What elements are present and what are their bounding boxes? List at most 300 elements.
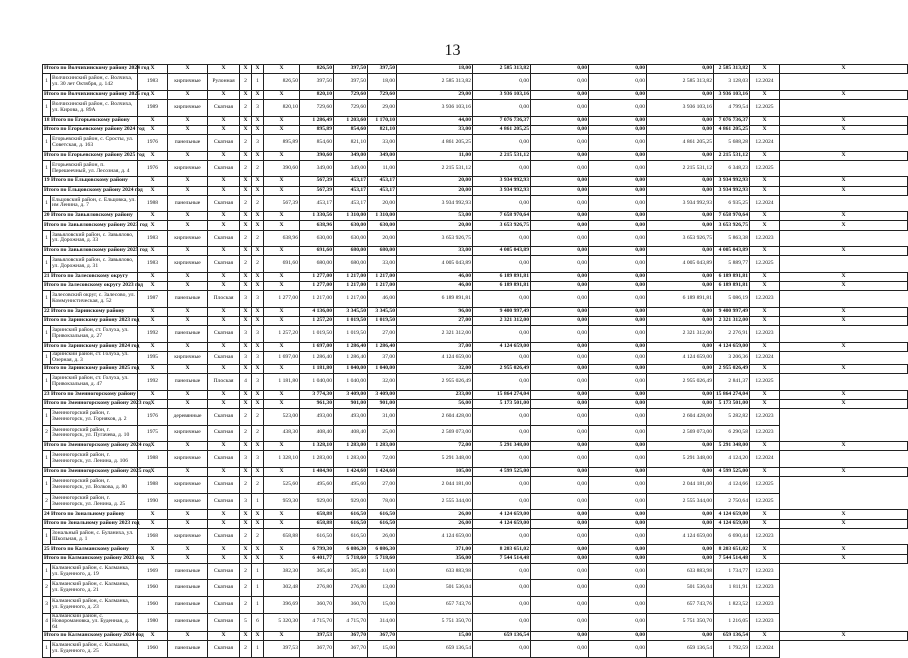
table-cell: X bbox=[168, 342, 208, 351]
table-cell: X bbox=[750, 342, 780, 351]
table-row bbox=[43, 563, 908, 580]
table-cell: 12.2023 bbox=[750, 596, 780, 613]
table-cell: 1 bbox=[252, 596, 264, 613]
table-cell: 0,00 bbox=[647, 519, 714, 528]
table-cell: X bbox=[750, 212, 780, 221]
table-cell: 0,00 bbox=[589, 554, 647, 563]
table-cell: 0,00 bbox=[473, 99, 531, 116]
table-cell: 0,00 bbox=[589, 177, 647, 186]
table-cell: 2 585 313,82 bbox=[473, 65, 531, 74]
table-cell: X bbox=[240, 364, 252, 373]
table-cell: 4 124 659,00 bbox=[647, 528, 714, 545]
table-cell: 453,17 bbox=[334, 177, 368, 186]
table-cell: 0,00 bbox=[647, 186, 714, 195]
table-cell: 2 276,91 bbox=[714, 326, 750, 343]
table-cell: 0,00 bbox=[589, 352, 647, 365]
table-cell: 26,00 bbox=[397, 510, 473, 519]
table-cell: 0,00 bbox=[531, 134, 589, 151]
table-cell: 1 277,00 bbox=[264, 291, 300, 308]
table-cell: 0,00 bbox=[473, 596, 531, 613]
table-cell: 0,00 bbox=[531, 563, 589, 580]
row-number: 1 bbox=[43, 74, 51, 91]
table-cell: 18,00 bbox=[397, 65, 473, 74]
table-cell: X bbox=[240, 554, 252, 563]
table-cell: X bbox=[168, 221, 208, 230]
table-cell: 1 203,60 bbox=[334, 116, 368, 125]
table-cell: 4 136,00 bbox=[300, 308, 334, 317]
table-cell: 929,00 bbox=[334, 493, 368, 510]
table-cell: 33,00 bbox=[368, 134, 397, 151]
table-row bbox=[43, 451, 908, 468]
table-cell: 0,00 bbox=[589, 65, 647, 74]
table-cell: X bbox=[208, 468, 240, 477]
table-cell: 453,17 bbox=[300, 195, 334, 212]
total-label: 24 Итого по Зональному району bbox=[43, 510, 138, 519]
total-label: Итого по Заринскому району 2025 год bbox=[43, 364, 138, 373]
table-cell: 14,00 bbox=[368, 563, 397, 580]
total-label: 23 Итого по Змеиногорскому району bbox=[43, 390, 138, 399]
table-cell: 0,00 bbox=[473, 528, 531, 545]
table-cell: 9 400 997,49 bbox=[473, 308, 531, 317]
table-cell: 46,00 bbox=[368, 291, 397, 308]
table-cell: 0,00 bbox=[531, 177, 589, 186]
table-cell: 633 883,98 bbox=[647, 563, 714, 580]
table-cell: 1 217,00 bbox=[368, 273, 397, 282]
total-row bbox=[43, 273, 908, 282]
table-cell: 0,00 bbox=[531, 160, 589, 177]
address-cell: Змеиногорский район, г. Змеиногорск, ул. Пугачева, д. 10 bbox=[51, 425, 138, 442]
table-cell: 1 286,49 bbox=[300, 116, 334, 125]
table-cell: 0,00 bbox=[647, 442, 714, 451]
table-cell: 6 189 891,81 bbox=[397, 291, 473, 308]
table-cell: X bbox=[750, 519, 780, 528]
table-cell: 27,00 bbox=[368, 477, 397, 494]
table-cell: X bbox=[168, 390, 208, 399]
table-cell: 3 936 103,16 bbox=[714, 90, 750, 99]
table-cell: X bbox=[138, 442, 168, 451]
total-row bbox=[43, 221, 908, 230]
table-cell: X bbox=[240, 519, 252, 528]
row-number: 1 bbox=[43, 409, 51, 426]
table-cell: 1 283,00 bbox=[334, 442, 368, 451]
table-cell: X bbox=[264, 342, 300, 351]
table-cell: 826,50 bbox=[264, 74, 300, 91]
table-row bbox=[43, 613, 908, 632]
table-row bbox=[43, 477, 908, 494]
table-cell: кирпичные bbox=[168, 230, 208, 247]
table-cell: 3 934 992,93 bbox=[473, 186, 531, 195]
table-cell: 3 bbox=[252, 352, 264, 365]
table-cell: 11,00 bbox=[397, 151, 473, 160]
table-cell: 3 936 103,16 bbox=[473, 90, 531, 99]
table-cell: 2 bbox=[252, 477, 264, 494]
total-label: Итого по Змеиногорскому району 2024 год bbox=[43, 442, 138, 451]
table-cell: 0,00 bbox=[589, 641, 647, 658]
total-row bbox=[43, 186, 908, 195]
table-cell: 12.2025 bbox=[750, 99, 780, 116]
table-cell: 3 bbox=[240, 451, 252, 468]
table-cell: 729,60 bbox=[334, 90, 368, 99]
table-cell: X bbox=[138, 177, 168, 186]
table-cell: 4 124 659,00 bbox=[647, 352, 714, 365]
table-cell: 3 bbox=[252, 134, 264, 151]
table-cell: кирпичные bbox=[168, 99, 208, 116]
table-cell: 8 203 651,02 bbox=[473, 545, 531, 554]
table-cell: 1 328,10 bbox=[300, 442, 334, 451]
table-cell: 0,00 bbox=[589, 247, 647, 256]
table-cell: Скатная bbox=[208, 99, 240, 116]
table-cell: X bbox=[750, 545, 780, 554]
table-cell: 1 424,60 bbox=[334, 468, 368, 477]
table-cell: 0,00 bbox=[589, 477, 647, 494]
table-cell: X bbox=[750, 177, 780, 186]
table-cell: 0,00 bbox=[531, 212, 589, 221]
table-cell: X bbox=[138, 399, 168, 408]
table-cell: X bbox=[208, 342, 240, 351]
table-cell: 4 124 659,00 bbox=[397, 528, 473, 545]
table-cell: 567,39 bbox=[264, 195, 300, 212]
table-cell: 32,00 bbox=[397, 364, 473, 373]
table-cell: 15 864 274,04 bbox=[473, 390, 531, 399]
address-cell: Змеиногорский район, г. Змеиногорск, ул. Волкова, д. 80 bbox=[51, 477, 138, 494]
table-cell: кирпичные bbox=[168, 451, 208, 468]
total-row bbox=[43, 212, 908, 221]
table-cell: 1 697,00 bbox=[264, 352, 300, 365]
table-cell: X bbox=[780, 554, 908, 563]
table-cell: 0,00 bbox=[589, 528, 647, 545]
total-label: Итого по Ельцовскому району 2024 год bbox=[43, 186, 138, 195]
table-cell: X bbox=[780, 317, 908, 326]
table-cell: 33,00 bbox=[397, 125, 473, 134]
table-cell: X bbox=[168, 468, 208, 477]
table-cell: 2 bbox=[252, 195, 264, 212]
table-cell: 0,00 bbox=[589, 596, 647, 613]
table-cell: X bbox=[252, 65, 264, 74]
table-cell: 0,00 bbox=[531, 528, 589, 545]
table-cell: 26,00 bbox=[397, 519, 473, 528]
table-cell: X bbox=[138, 186, 168, 195]
table-cell: X bbox=[252, 186, 264, 195]
table-cell: 0,00 bbox=[647, 273, 714, 282]
table-cell: 616,50 bbox=[300, 528, 334, 545]
table-cell: 1980 bbox=[138, 613, 168, 632]
table-cell: 4 715,70 bbox=[334, 613, 368, 632]
address-cell: Калманский район, с. Калманка, ул. Буденного, д. 25 bbox=[51, 641, 138, 658]
table-cell: X bbox=[252, 510, 264, 519]
table-cell: 0,00 bbox=[647, 554, 714, 563]
total-label: 25 Итого по Калманскому району bbox=[43, 545, 138, 554]
table-cell: 12.2024 bbox=[750, 74, 780, 91]
table-cell: 0,00 bbox=[531, 342, 589, 351]
table-cell: 630,00 bbox=[334, 230, 368, 247]
table-cell: X bbox=[252, 125, 264, 134]
table-cell: 365,40 bbox=[334, 563, 368, 580]
table-cell: 12.2024 bbox=[750, 451, 780, 468]
table-cell: 2 bbox=[240, 134, 252, 151]
table-cell: 12.2023 bbox=[750, 425, 780, 442]
table-cell: X bbox=[252, 247, 264, 256]
table-cell: 37,00 bbox=[368, 352, 397, 365]
table-cell: Скатная bbox=[208, 580, 240, 597]
table-cell: 0,00 bbox=[589, 160, 647, 177]
table-cell: 3 bbox=[252, 99, 264, 116]
table-cell: 7 076 736,37 bbox=[714, 116, 750, 125]
table-cell: 0,00 bbox=[531, 116, 589, 125]
table-cell: 0,00 bbox=[531, 632, 589, 641]
table-cell: 0,00 bbox=[647, 632, 714, 641]
table-cell: 1 040,00 bbox=[368, 364, 397, 373]
table-cell: X bbox=[264, 186, 300, 195]
table-cell: 0,00 bbox=[531, 125, 589, 134]
table-cell: 680,00 bbox=[368, 247, 397, 256]
table-cell: 1983 bbox=[138, 230, 168, 247]
table-cell: X bbox=[138, 468, 168, 477]
table-cell: X bbox=[138, 273, 168, 282]
address-cell: Залесовский округ, с. Залесово, ул. Коммунистическая, д. 52 bbox=[51, 291, 138, 308]
table-cell: 657 743,76 bbox=[397, 596, 473, 613]
table-cell: кирпичные bbox=[168, 256, 208, 273]
table-cell: 1 217,00 bbox=[334, 282, 368, 291]
table-cell: 5 751 350,70 bbox=[647, 613, 714, 632]
table-cell: 0,00 bbox=[473, 477, 531, 494]
table-cell: Скатная bbox=[208, 641, 240, 658]
total-row bbox=[43, 632, 908, 641]
table-cell: X bbox=[168, 116, 208, 125]
table-cell: 630,00 bbox=[334, 221, 368, 230]
table-cell: 659 136,54 bbox=[397, 641, 473, 658]
table-cell: 3 653 926,75 bbox=[397, 230, 473, 247]
table-cell: 854,60 bbox=[300, 134, 334, 151]
table-cell: X bbox=[780, 177, 908, 186]
table-cell: 1 bbox=[252, 493, 264, 510]
table-cell: 12.2024 bbox=[750, 195, 780, 212]
table-cell: 1976 bbox=[138, 160, 168, 177]
table-cell: 26,00 bbox=[368, 528, 397, 545]
table-cell: 0,00 bbox=[589, 545, 647, 554]
table-cell: 1960 bbox=[138, 596, 168, 613]
table-cell: 20,00 bbox=[368, 195, 397, 212]
table-cell: 1 019,50 bbox=[334, 317, 368, 326]
table-cell: панельные bbox=[168, 596, 208, 613]
table-cell: 5 173 501,00 bbox=[714, 399, 750, 408]
table-cell: Скатная bbox=[208, 477, 240, 494]
table-cell: 390,60 bbox=[264, 160, 300, 177]
table-cell: 2 bbox=[240, 477, 252, 494]
table-cell: 0,00 bbox=[531, 399, 589, 408]
table-cell: 2 bbox=[240, 409, 252, 426]
table-cell: 1992 bbox=[138, 326, 168, 343]
table-cell: 13,00 bbox=[368, 580, 397, 597]
table-cell: панельные bbox=[168, 580, 208, 597]
table-cell: X bbox=[168, 177, 208, 186]
row-number: 1 bbox=[43, 230, 51, 247]
table-cell: 1 019,50 bbox=[368, 317, 397, 326]
table-cell: 0,00 bbox=[531, 554, 589, 563]
table-cell: X bbox=[780, 390, 908, 399]
table-cell: кирпичные bbox=[168, 528, 208, 545]
table-cell: X bbox=[240, 125, 252, 134]
table-row bbox=[43, 160, 908, 177]
table-cell: Скатная bbox=[208, 425, 240, 442]
table-cell: X bbox=[264, 282, 300, 291]
table-cell: 0,00 bbox=[531, 352, 589, 365]
table-cell: 0,00 bbox=[473, 291, 531, 308]
row-number: 1 bbox=[43, 134, 51, 151]
table-cell: 1 697,00 bbox=[300, 342, 334, 351]
table-cell: X bbox=[780, 273, 908, 282]
total-label: Итого по Калманскому району 2024 год bbox=[43, 632, 138, 641]
table-cell: X bbox=[264, 90, 300, 99]
table-cell: 2 bbox=[240, 230, 252, 247]
table-cell: 408,40 bbox=[334, 425, 368, 442]
table-cell: 2 321 312,00 bbox=[397, 326, 473, 343]
table-cell: 5 291 348,00 bbox=[647, 451, 714, 468]
table-cell: 5 863,38 bbox=[714, 230, 750, 247]
table-cell: 0,00 bbox=[531, 390, 589, 399]
table-cell: 0,00 bbox=[589, 425, 647, 442]
table-cell: 3 bbox=[252, 374, 264, 391]
table-cell: 20,00 bbox=[397, 177, 473, 186]
table-cell: 3 128,03 bbox=[714, 74, 750, 91]
total-row bbox=[43, 364, 908, 373]
table-cell: 0,00 bbox=[589, 510, 647, 519]
table-cell: X bbox=[780, 308, 908, 317]
table-cell: 1 328,10 bbox=[264, 451, 300, 468]
table-cell: 0,00 bbox=[473, 563, 531, 580]
table-cell: X bbox=[240, 510, 252, 519]
table-cell: 0,00 bbox=[473, 613, 531, 632]
table-cell: 4 124 659,00 bbox=[714, 342, 750, 351]
table-cell: 371,00 bbox=[397, 545, 473, 554]
table-cell: 233,00 bbox=[397, 390, 473, 399]
table-cell: 1 bbox=[252, 641, 264, 658]
table-cell: X bbox=[208, 186, 240, 195]
table-cell: 15,00 bbox=[368, 596, 397, 613]
table-cell: 397,53 bbox=[300, 632, 334, 641]
row-number: 1 bbox=[43, 160, 51, 177]
table-cell: X bbox=[264, 177, 300, 186]
table-cell: X bbox=[168, 186, 208, 195]
table-cell: X bbox=[750, 125, 780, 134]
table-cell: Скатная bbox=[208, 451, 240, 468]
table-cell: 397,50 bbox=[368, 65, 397, 74]
table-cell: X bbox=[208, 247, 240, 256]
table-cell: 367,70 bbox=[334, 632, 368, 641]
table-cell: X bbox=[208, 554, 240, 563]
table-cell: 3 345,50 bbox=[334, 308, 368, 317]
table-cell: 1 286,40 bbox=[334, 342, 368, 351]
table-cell: 4 005 043,89 bbox=[714, 247, 750, 256]
table-cell: 525,60 bbox=[264, 477, 300, 494]
table-cell: 2 bbox=[240, 425, 252, 442]
table-cell: 3 bbox=[240, 493, 252, 510]
table-cell: X bbox=[168, 151, 208, 160]
table-cell: 1 286,40 bbox=[300, 352, 334, 365]
table-cell: 2 555 344,00 bbox=[647, 493, 714, 510]
table-cell: X bbox=[780, 442, 908, 451]
table-cell: панельные bbox=[168, 563, 208, 580]
total-row bbox=[43, 342, 908, 351]
total-row bbox=[43, 390, 908, 399]
table-cell: 5 688,28 bbox=[714, 134, 750, 151]
table-cell: X bbox=[240, 342, 252, 351]
table-cell: X bbox=[264, 308, 300, 317]
table-cell: 2 bbox=[240, 563, 252, 580]
table-cell: X bbox=[750, 151, 780, 160]
table-cell: 6 086,30 bbox=[368, 545, 397, 554]
table-cell: X bbox=[750, 510, 780, 519]
table-cell: 4 599 525,00 bbox=[473, 468, 531, 477]
table-cell: 453,17 bbox=[368, 186, 397, 195]
table-cell: 5 282,82 bbox=[714, 409, 750, 426]
table-cell: X bbox=[252, 468, 264, 477]
table-cell: 1960 bbox=[138, 641, 168, 658]
table-cell: 0,00 bbox=[589, 256, 647, 273]
table-cell: 25,00 bbox=[368, 425, 397, 442]
table-row bbox=[43, 493, 908, 510]
table-cell: X bbox=[252, 554, 264, 563]
table-cell: 0,00 bbox=[589, 399, 647, 408]
address-cell: Змеиногорский район, г. Змеиногорск, ул. Горняков, д. 2 bbox=[51, 409, 138, 426]
total-label: Итого по Егорьевскому району 2025 год bbox=[43, 151, 138, 160]
table-row bbox=[43, 641, 908, 658]
table-cell: 0,00 bbox=[647, 116, 714, 125]
table-cell: X bbox=[780, 125, 908, 134]
table-cell: 12.2025 bbox=[750, 256, 780, 273]
table-cell: X bbox=[208, 632, 240, 641]
table-cell: 20,00 bbox=[397, 221, 473, 230]
table-cell: 7 658 970,64 bbox=[473, 212, 531, 221]
table-cell: X bbox=[252, 273, 264, 282]
total-row bbox=[43, 177, 908, 186]
table-cell: 396,69 bbox=[264, 596, 300, 613]
table-cell: 302,48 bbox=[264, 580, 300, 597]
table-cell: 4 005 043,89 bbox=[647, 256, 714, 273]
table-cell: 616,50 bbox=[334, 528, 368, 545]
table-cell: 408,40 bbox=[300, 425, 334, 442]
table-cell: X bbox=[264, 519, 300, 528]
table-cell: 15,00 bbox=[397, 632, 473, 641]
table-cell: X bbox=[168, 282, 208, 291]
table-cell: X bbox=[208, 519, 240, 528]
table-cell: 2 841,37 bbox=[714, 374, 750, 391]
table-cell: 1983 bbox=[138, 74, 168, 91]
table-cell: X bbox=[138, 247, 168, 256]
table-cell: 1 bbox=[252, 74, 264, 91]
table-cell: 6 bbox=[252, 613, 264, 632]
table-cell: Скатная bbox=[208, 409, 240, 426]
table-cell: 12.2023 bbox=[750, 563, 780, 580]
table-cell: 0,00 bbox=[531, 477, 589, 494]
table-cell: 630,00 bbox=[368, 221, 397, 230]
table-cell: 349,00 bbox=[300, 160, 334, 177]
table-cell: 453,17 bbox=[334, 186, 368, 195]
table-cell: 0,00 bbox=[531, 221, 589, 230]
table-cell: 0,00 bbox=[531, 186, 589, 195]
table-cell: 0,00 bbox=[531, 195, 589, 212]
table-cell: X bbox=[168, 510, 208, 519]
table-cell: X bbox=[780, 468, 908, 477]
table-cell: 1992 bbox=[138, 374, 168, 391]
table-cell: 4 124,66 bbox=[714, 477, 750, 494]
table-row bbox=[43, 99, 908, 116]
table-cell: 1 484,90 bbox=[300, 468, 334, 477]
table-cell: 314,00 bbox=[368, 613, 397, 632]
row-number: 1 bbox=[43, 528, 51, 545]
table-cell: Рулонная bbox=[208, 74, 240, 91]
table-cell: 3 653 926,75 bbox=[714, 221, 750, 230]
table-cell: 616,50 bbox=[334, 510, 368, 519]
